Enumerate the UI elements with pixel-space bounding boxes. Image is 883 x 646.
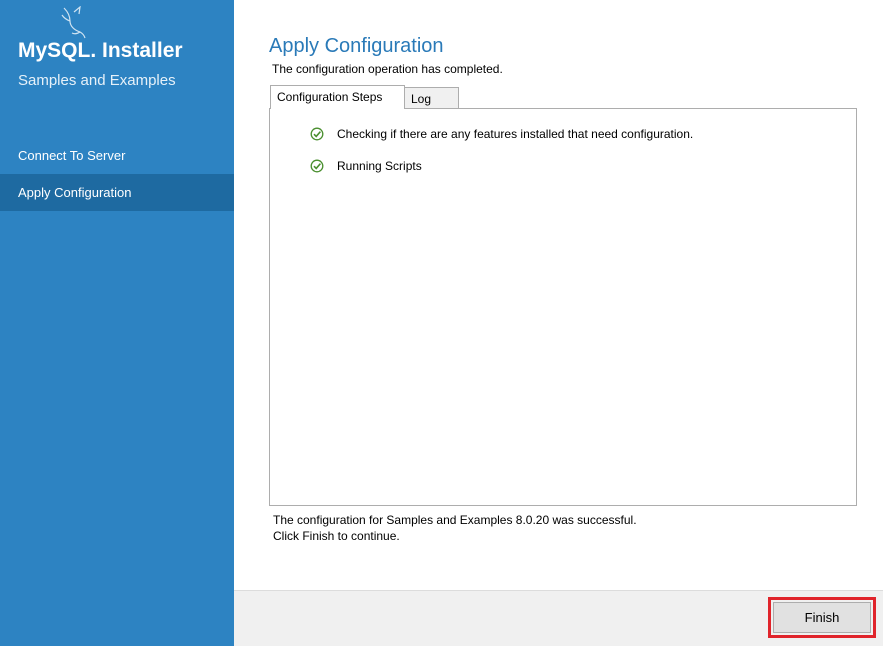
logo-title: MySQL. Installer (18, 39, 183, 62)
check-circle-icon (310, 159, 324, 173)
sidebar-item-label: Connect To Server (18, 148, 126, 163)
finish-button[interactable]: Finish (773, 602, 871, 633)
page-title: Apply Configuration (269, 35, 444, 57)
step-label: Running Scripts (337, 159, 422, 173)
check-circle-icon (310, 127, 324, 141)
result-message: The configuration for Samples and Examples 8.0.20 was successful. (273, 513, 637, 527)
continue-instruction: Click Finish to continue. (273, 529, 400, 543)
mysql-installer-logo (18, 6, 228, 89)
dolphin-icon (58, 6, 88, 40)
sidebar (0, 0, 234, 646)
sidebar-item-connect-to-server[interactable] (0, 137, 234, 174)
step-item (310, 124, 830, 144)
step-label: Checking if there are any features installed that need configuration. (337, 127, 694, 141)
logo-subtitle: Samples and Examples (18, 72, 176, 89)
sidebar-item-apply-configuration[interactable] (0, 174, 234, 211)
tab-log[interactable]: Log (404, 87, 459, 109)
tab-configuration-steps[interactable]: Configuration Steps (270, 85, 405, 109)
step-item (310, 156, 510, 176)
sidebar-item-label: Apply Configuration (18, 185, 132, 200)
page-subtitle: The configuration operation has completed. (272, 62, 503, 76)
configuration-steps-panel (269, 108, 857, 506)
